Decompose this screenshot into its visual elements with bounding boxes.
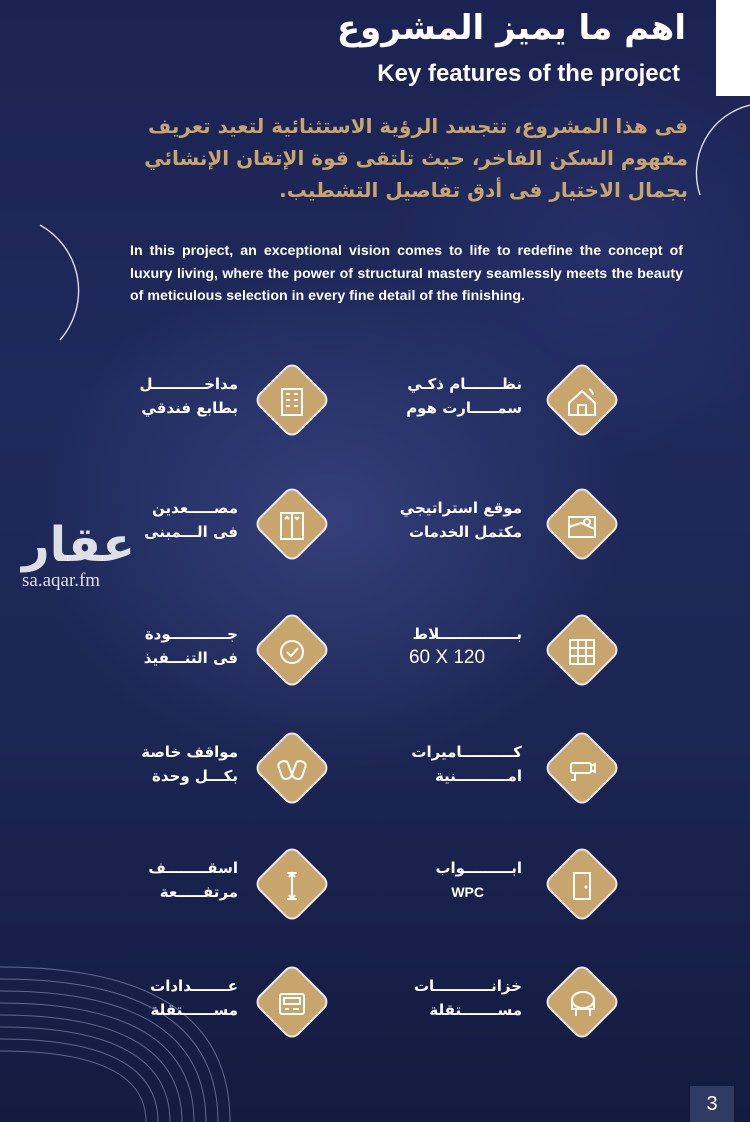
feature-label-line1: اسقــــــــف	[148, 859, 238, 877]
feature-label-line2: امــــــــــنية	[434, 767, 522, 785]
page-number: 3	[690, 1086, 734, 1122]
feature-label-line1: عـــــــدادات	[150, 977, 238, 995]
watermark-logo-text: عقار	[22, 517, 135, 573]
left-feature-item	[0, 622, 750, 692]
feature-label-line1: مداخــــــــــل	[139, 375, 238, 393]
feature-label-line2: مكتمل الخدمات	[408, 523, 522, 541]
feature-label-line2: مرتفـــــعة	[159, 883, 238, 901]
feature-label	[88, 740, 238, 788]
feature-label-line1: كــــــــــاميرات	[411, 743, 522, 761]
feature-label-line1: نظـــــــام ذكـي	[407, 375, 522, 393]
left-feature-item	[0, 740, 750, 810]
feature-label-line1: بـــــــــــــــلاط	[412, 625, 522, 643]
feature-label	[88, 496, 238, 544]
building-entrance-icon	[271, 381, 313, 423]
parking-cars-icon	[271, 749, 313, 791]
intro-paragraph-english: In this project, an exceptional vision comes to life to redefine the concept of luxury living, where the power of structural mastery seamlessly meets the beauty of meticulous selection in every fine detail of the finishing.	[130, 243, 683, 304]
decorative-arc-left	[0, 220, 120, 350]
left-feature-item	[0, 856, 750, 926]
feature-label-line1: خزانـــــــــــات	[413, 977, 522, 995]
feature-label	[88, 856, 238, 904]
feature-label-line2: 60 X 120	[408, 647, 486, 668]
page-title-arabic: اهم ما يميز المشروع	[336, 8, 686, 48]
watermark-url: sa.aqar.fm	[22, 570, 101, 591]
feature-label-line1: مصـــــعدين	[152, 499, 238, 517]
left-feature-item	[0, 496, 750, 566]
feature-label-line1: مواقف خاصة	[141, 743, 238, 761]
feature-label	[88, 974, 238, 1022]
feature-label-line2: بطابع فندقي	[141, 399, 238, 417]
feature-label-line2: مســــــتقلة	[150, 1001, 238, 1019]
feature-label-line2: فى الـــمبنى	[144, 523, 238, 541]
feature-label-line2: بكـــل وحدة	[151, 767, 238, 785]
feature-label-line1: ابـــــــــواب	[435, 859, 522, 877]
feature-label-line2: مســـــــتقلة	[429, 1001, 522, 1019]
feature-label-line2: فى التنـــفيذ	[143, 649, 238, 667]
left-feature-item	[0, 974, 750, 1044]
elevator-icon	[271, 505, 313, 547]
corner-accent	[716, 0, 750, 96]
high-ceiling-icon	[271, 865, 313, 907]
quality-badge-icon	[271, 631, 313, 673]
feature-label-line2: سمـــــارت هوم	[406, 399, 522, 417]
meter-icon	[271, 983, 313, 1025]
feature-label	[88, 622, 238, 670]
feature-label	[88, 372, 238, 420]
intro-paragraph-arabic: فى هذا المشروع، تتجسد الرؤية الاستثنائية لتعيد تعريف مفهوم السكن الفاخر، حيث تلتقى قوة الإتقان الإنشائي بجمال الاختيار فى أدق تفاصيل التشطيب.	[144, 114, 688, 202]
feature-label-line1: جـــــــــــودة	[144, 625, 238, 643]
page-title-english: Key features of the project	[377, 60, 680, 87]
feature-label-line1: موقع استراتيجي	[399, 499, 522, 517]
left-feature-item	[0, 372, 750, 442]
feature-label-line2: WPC	[451, 884, 484, 900]
